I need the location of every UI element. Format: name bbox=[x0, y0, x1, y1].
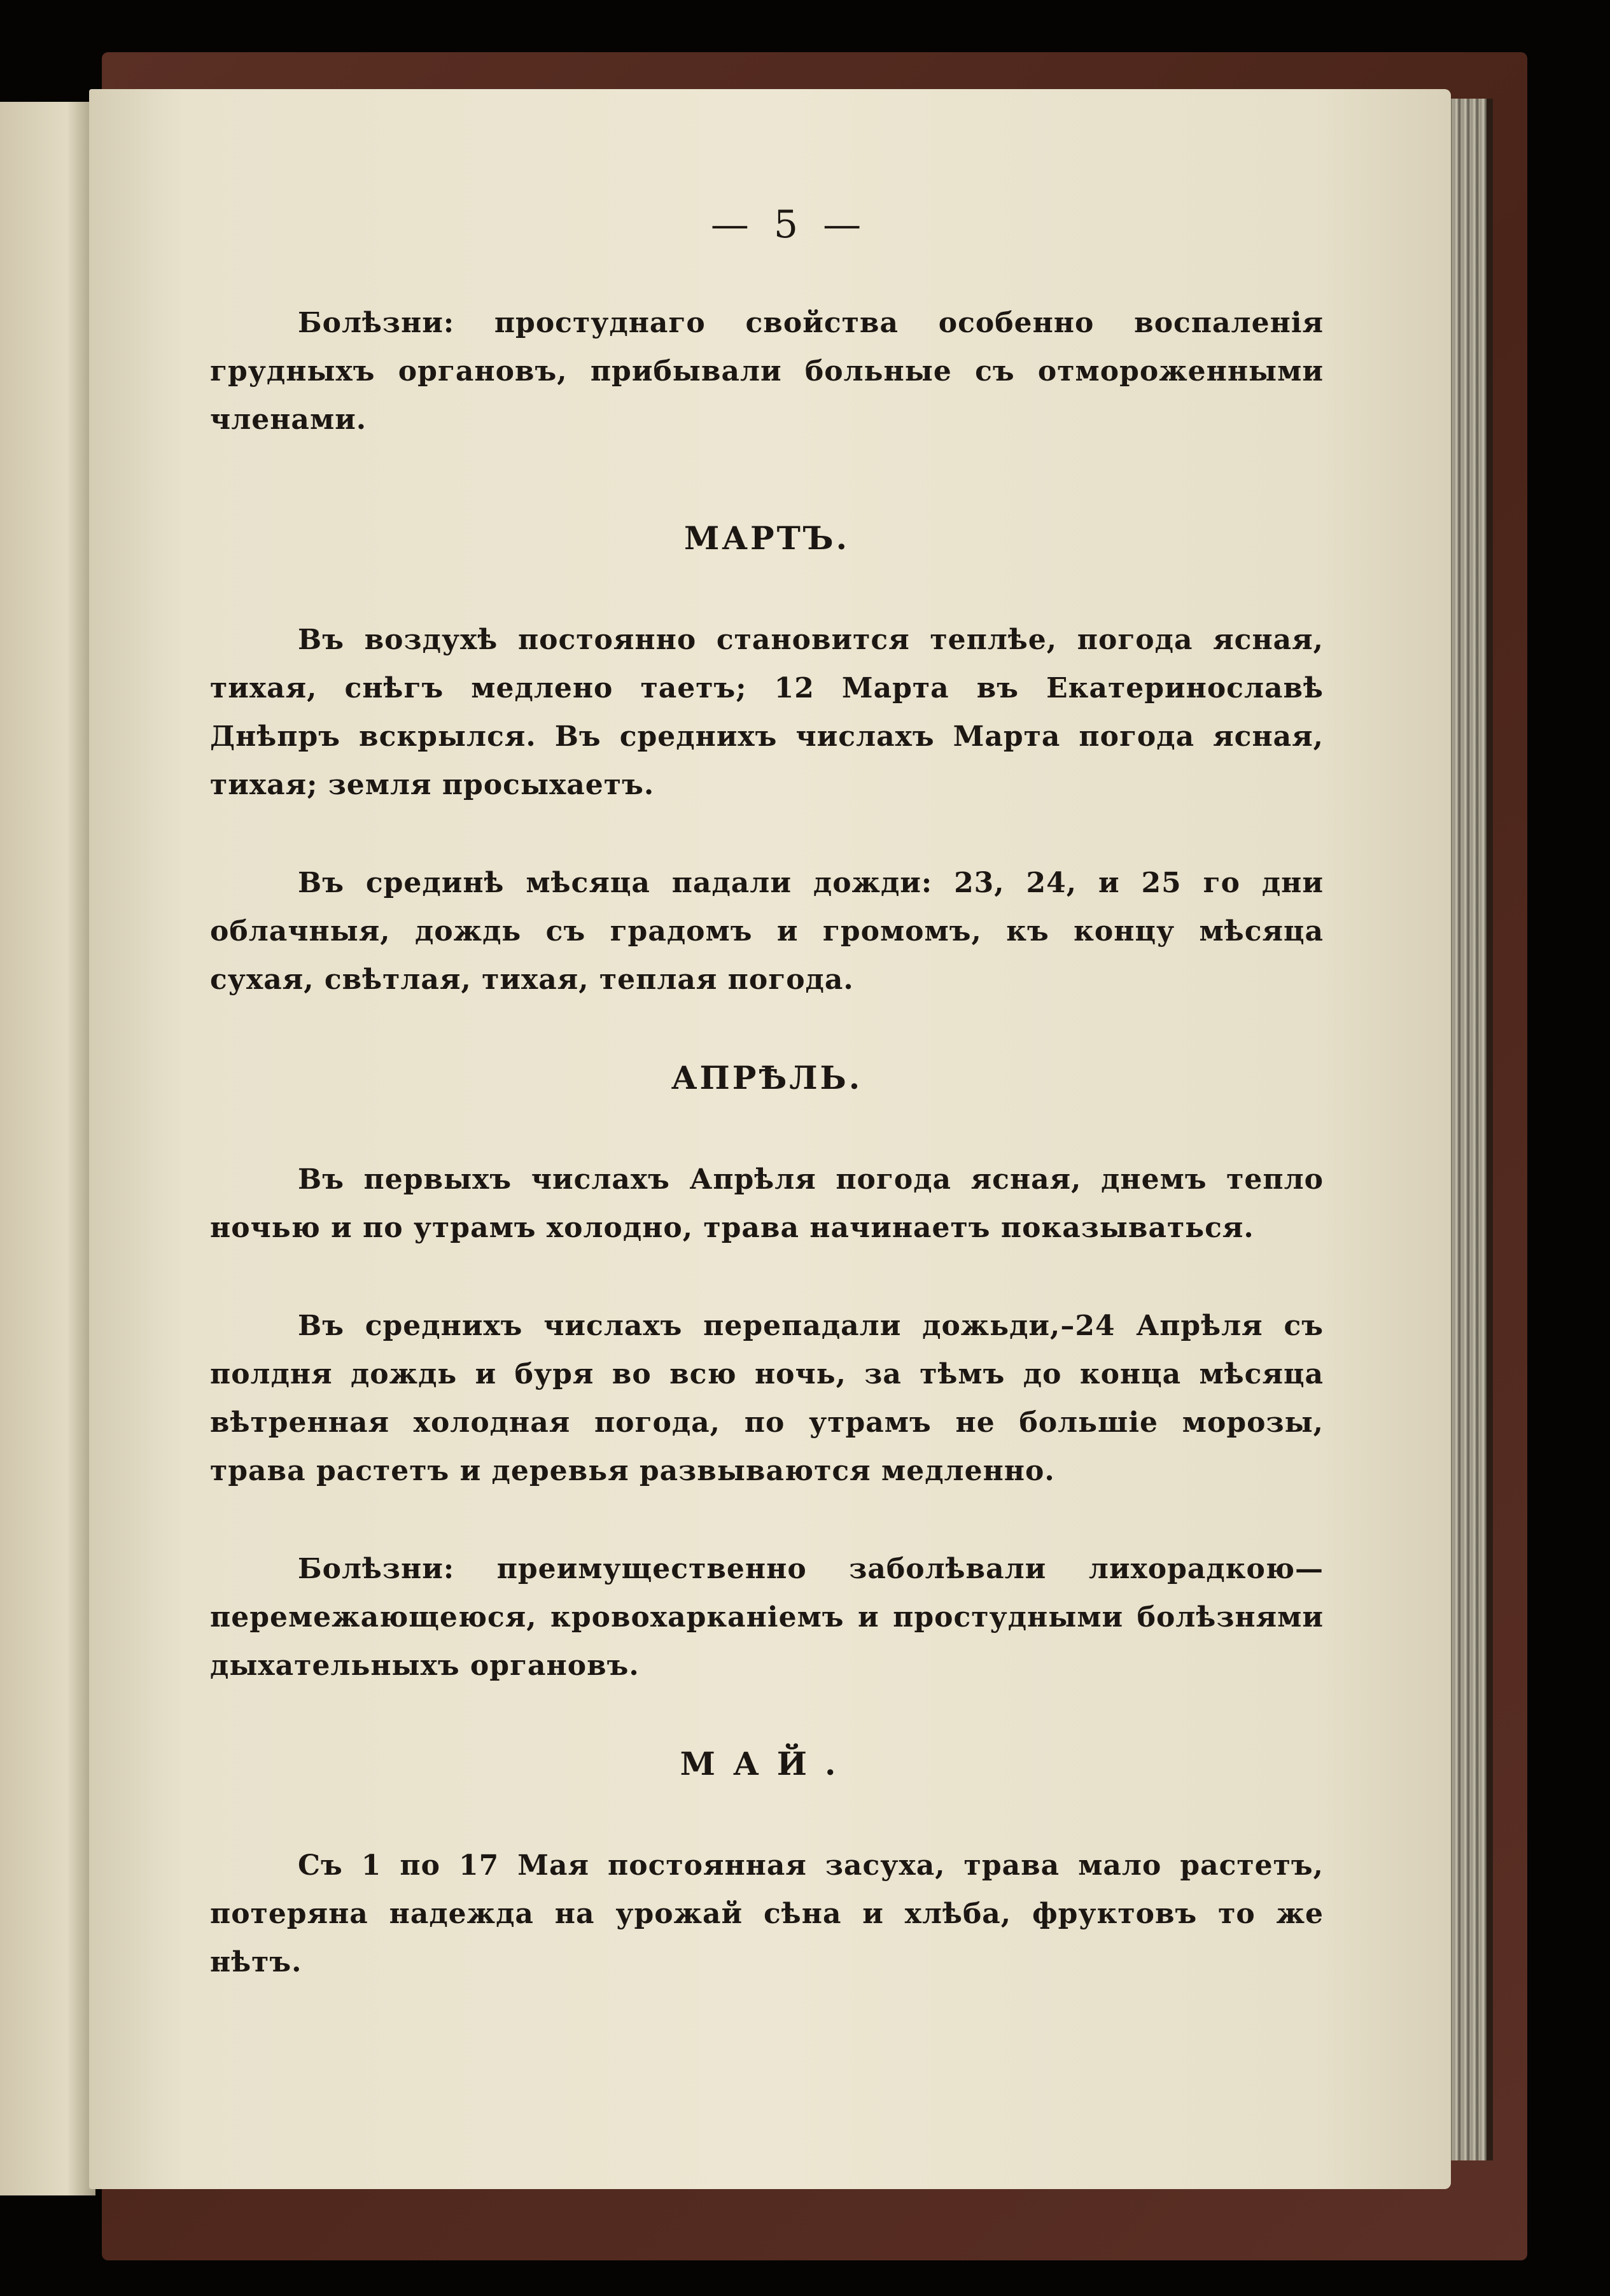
paragraph-april-2: Въ среднихъ числахъ перепадали дожьди,–24 Апрѣля съ полдня дождь и буря во всю ночь, за тѣмъ до конца мѣсяца вѣтренная холодная погода, по утрамъ не большіе морозы, трава растетъ и деревья развываются медленно. bbox=[210, 1310, 1324, 1487]
paragraph-may-1: Съ 1 по 17 Мая постоянная засуха, трава мало растетъ, потеряна надежда на урожай сѣна и хлѣба, фруктовъ то же нѣтъ. bbox=[210, 1849, 1324, 1978]
paragraph-april-1: Въ первыхъ числахъ Апрѣля погода ясная, днемъ тепло ночью и по утрамъ холодно, трава начинаетъ показываться. bbox=[210, 1163, 1324, 1244]
paragraph-march-1: Въ воздухѣ постоянно становится теплѣе, погода ясная, тихая, снѣгъ медлено таетъ; 12 Марта въ Екатеринославѣ Днѣпръ вскрылся. Въ среднихъ числахъ Марта погода ясная, тихая; земля просыхаетъ. bbox=[210, 624, 1324, 801]
paragraph-march-2: Въ срединѣ мѣсяца падали дожди: 23, 24, и 25 го дни облачныя, дождь съ градомъ и громомъ, къ концу мѣсяца сухая, свѣтлая, тихая, теплая погода. bbox=[210, 867, 1324, 996]
heading-march: МАРТЪ. bbox=[683, 519, 850, 557]
page-number: — 5 — bbox=[710, 202, 868, 247]
paragraph-diseases-february: Болѣзни: простуднаго свойства особенно воспаленія грудныхъ органовъ, прибывали больные съ отмороженными членами. bbox=[210, 307, 1324, 436]
heading-may: МАЙ. bbox=[680, 1745, 854, 1782]
page-edges bbox=[1445, 99, 1493, 2160]
heading-april: АПРѢЛЬ. bbox=[671, 1059, 863, 1096]
page-text bbox=[210, 299, 1324, 2036]
paragraph-april-diseases: Болѣзни: преимущественно заболѣвали лихорадкою— перемежающеюся, кровохарканіемъ и простудными болѣзнями дыхательныхъ органовъ. bbox=[210, 1553, 1324, 1682]
left-page-edge bbox=[0, 102, 95, 2195]
